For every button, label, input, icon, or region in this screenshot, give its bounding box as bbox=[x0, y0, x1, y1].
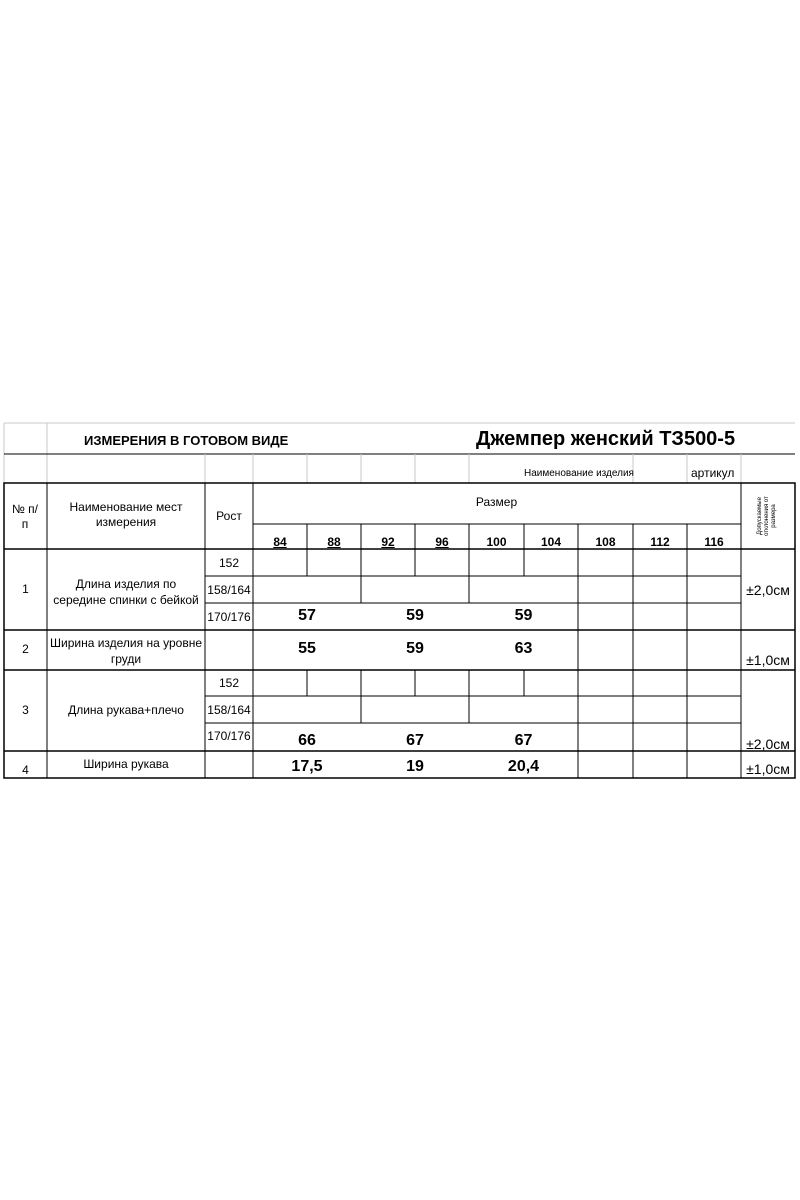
row-3-height-158-164: 158/164 bbox=[207, 703, 251, 717]
size-112: 112 bbox=[650, 535, 670, 549]
row-3-tolerance: ±2,0см bbox=[746, 736, 790, 752]
measurements-title: ИЗМЕРЕНИЯ В ГОТОВОМ ВИДЕ bbox=[84, 433, 289, 448]
row-3-number: 3 bbox=[22, 703, 29, 717]
size-100: 100 bbox=[486, 535, 507, 549]
product-name-label: Наименование изделия bbox=[524, 468, 634, 479]
row-3-height-170-176: 170/176 bbox=[207, 729, 251, 743]
size-84: 84 bbox=[273, 535, 287, 549]
row-1-value-84-88: 57 bbox=[298, 607, 316, 624]
place-column-header: Наименование мест измерения bbox=[69, 500, 183, 529]
size-96: 96 bbox=[435, 535, 449, 549]
row-3-value-100-104: 67 bbox=[514, 732, 533, 749]
row-1-value-92-96: 59 bbox=[406, 607, 424, 624]
row-3-height-152: 152 bbox=[218, 676, 240, 690]
row-1-name: Длина изделия по середине спинки с бейкой bbox=[53, 577, 199, 607]
row-2-tolerance: ±1,0см bbox=[746, 652, 790, 668]
row-4-number: 4 bbox=[22, 763, 29, 777]
row-1-height-152: 152 bbox=[218, 556, 240, 570]
row-2-value-92-96: 59 bbox=[406, 640, 424, 657]
number-column-header: № п/п bbox=[11, 502, 39, 531]
height-column-header: Рост bbox=[216, 509, 242, 523]
row-3-name: Длина рукава+плечо bbox=[68, 703, 184, 717]
row-1-height-158-164: 158/164 bbox=[207, 583, 251, 597]
row-4-tolerance: ±1,0см bbox=[746, 761, 790, 777]
row-2-value-100-104: 63 bbox=[514, 640, 533, 657]
row-2-value-84-88: 55 bbox=[298, 640, 316, 657]
size-104: 104 bbox=[540, 535, 562, 549]
row-4-value-92-96: 19 bbox=[406, 758, 424, 775]
row-2-name: Ширина изделия на уровне груди bbox=[50, 636, 202, 666]
tolerance-column-header: Допускаемые отклонения от размера bbox=[757, 496, 777, 536]
size-116: 116 bbox=[704, 535, 724, 549]
size-108: 108 bbox=[595, 535, 616, 549]
size-88: 88 bbox=[327, 535, 341, 549]
row-1-value-100-104: 59 bbox=[514, 607, 533, 624]
row-4-name: Ширина рукава bbox=[83, 757, 169, 771]
row-4-value-100-104: 20,4 bbox=[507, 758, 540, 775]
size-column-header: Размер bbox=[475, 495, 518, 509]
row-1-tolerance: ±2,0см bbox=[746, 582, 790, 598]
row-3-value-92-96: 67 bbox=[406, 732, 424, 749]
size-92: 92 bbox=[381, 535, 395, 549]
product-title: Джемпер женский ТЗ500-5 bbox=[476, 428, 736, 450]
row-1-number: 1 bbox=[22, 582, 29, 596]
article-label: артикул bbox=[691, 466, 735, 480]
row-3-value-84-88: 66 bbox=[298, 732, 316, 749]
row-2-number: 2 bbox=[22, 642, 29, 656]
row-4-value-84-88: 17,5 bbox=[291, 758, 323, 775]
row-1-height-170-176: 170/176 bbox=[207, 610, 251, 624]
